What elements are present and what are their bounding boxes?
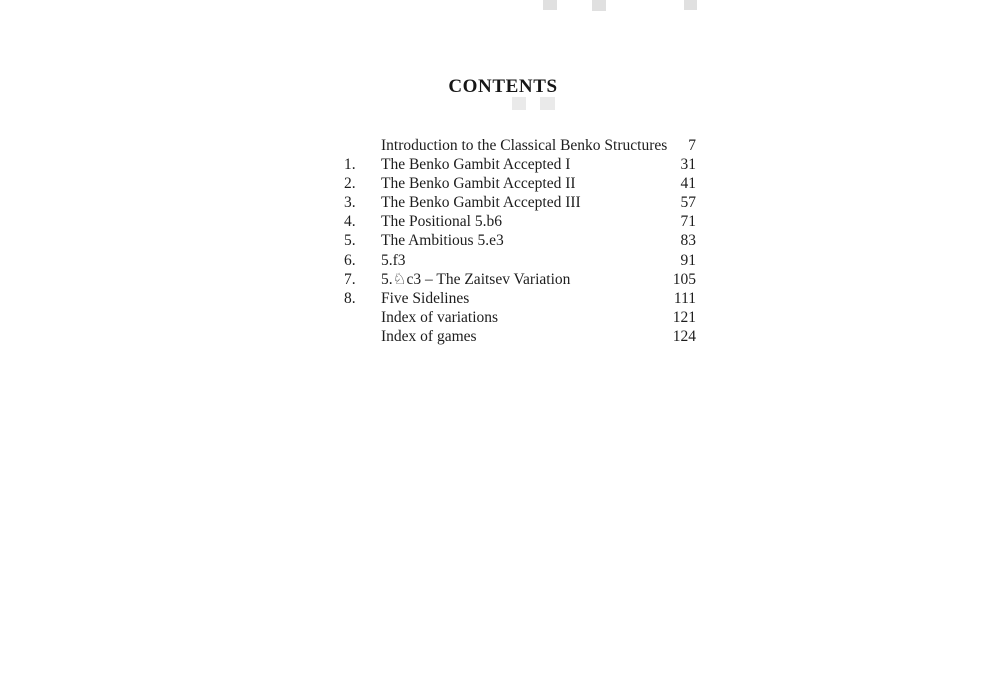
toc-entry xyxy=(344,270,696,289)
scan-artifact xyxy=(512,97,526,110)
toc-entry-number: 1. xyxy=(344,156,356,174)
toc-entry-page: 91 xyxy=(680,251,696,269)
toc-entry-page: 7 xyxy=(688,137,696,154)
toc-entry-number: 5. xyxy=(344,232,356,250)
toc-entry xyxy=(344,155,696,174)
toc-entry-title: The Benko Gambit Accepted II xyxy=(381,175,576,193)
toc-entry-title: The Benko Gambit Accepted III xyxy=(381,194,581,212)
toc-entry-page: 111 xyxy=(673,289,696,307)
scan-artifact xyxy=(543,0,557,10)
toc-entry-number: 3. xyxy=(344,194,356,212)
toc-entry-number: 7. xyxy=(344,270,356,288)
toc-entry-title: The Ambitious 5.e3 xyxy=(381,232,504,250)
toc-entry-title: Index of variations xyxy=(381,308,499,326)
toc-entry xyxy=(344,308,696,327)
toc-entry-page: 83 xyxy=(680,232,696,250)
page-title: CONTENTS xyxy=(448,75,558,97)
toc-entry-page: 31 xyxy=(680,156,696,174)
toc-entry-number: 6. xyxy=(344,251,356,269)
toc-entry-page: 57 xyxy=(680,194,696,212)
toc-entry xyxy=(344,327,696,346)
toc-entry-title: The Benko Gambit Accepted I xyxy=(381,156,571,174)
toc-entry-number: 2. xyxy=(344,175,356,193)
toc-entry xyxy=(344,289,696,308)
toc-entry xyxy=(344,231,696,250)
toc-entry-title: 5.♘c3 – The Zaitsev Variation xyxy=(381,270,571,288)
table-of-contents xyxy=(344,136,696,346)
toc-entry-page: 105 xyxy=(672,270,696,288)
toc-entry-page: 41 xyxy=(680,175,696,193)
toc-entry-page: 124 xyxy=(672,327,696,345)
toc-entry xyxy=(344,136,696,155)
toc-entry-page: 71 xyxy=(680,213,696,231)
toc-entry-title: Five Sidelines xyxy=(381,289,470,307)
toc-entry-number: 8. xyxy=(344,289,356,307)
toc-entry-page: 121 xyxy=(672,308,696,326)
toc-entry xyxy=(344,174,696,193)
toc-entry-title: The Positional 5.b6 xyxy=(381,213,502,231)
scan-artifact xyxy=(540,97,555,110)
toc-entry-number: 4. xyxy=(344,213,356,231)
scan-artifact xyxy=(684,0,697,10)
scan-artifact xyxy=(592,0,606,11)
toc-entry xyxy=(344,212,696,231)
toc-entry xyxy=(344,193,696,212)
toc-entry xyxy=(344,251,696,270)
toc-entry-title: 5.f3 xyxy=(381,251,406,269)
toc-entry-title: Index of games xyxy=(381,327,477,345)
toc-entry-title: Introduction to the Classical Benko Structures xyxy=(381,137,668,154)
